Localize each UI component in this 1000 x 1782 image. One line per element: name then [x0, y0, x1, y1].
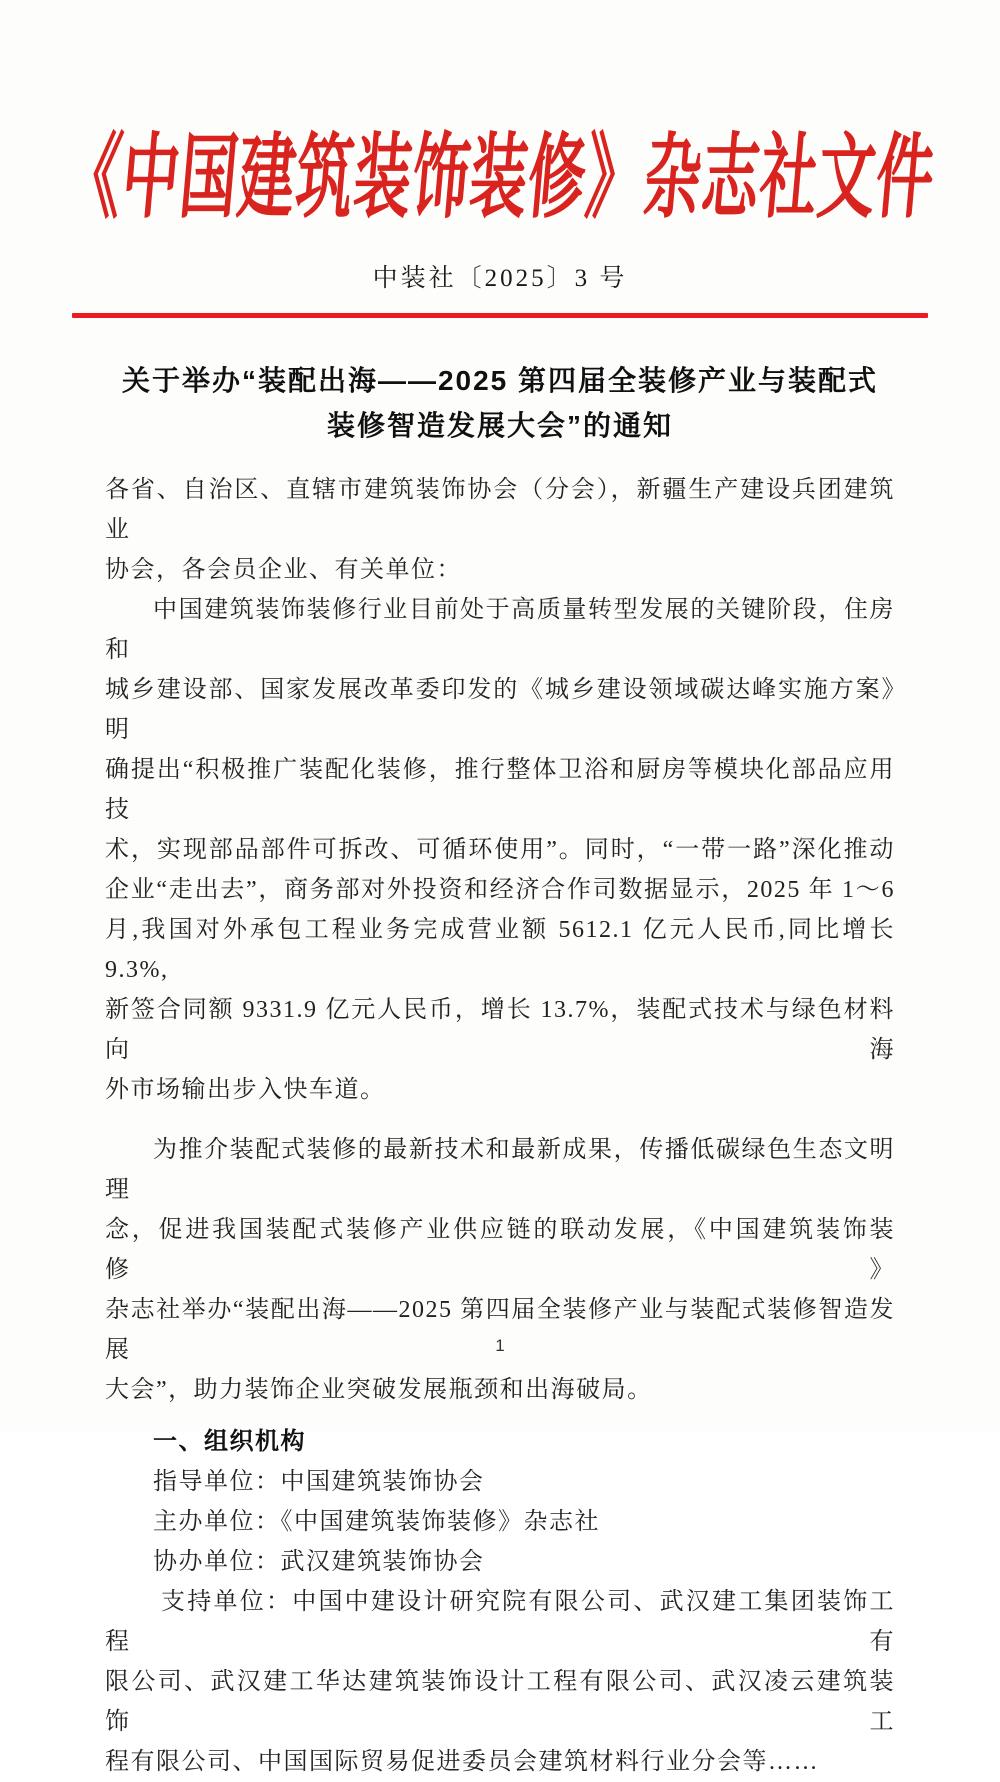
body-line: 城乡建设部、国家发展改革委印发的《城乡建设领域碳达峰实施方案》明 [105, 677, 895, 743]
body-line: 支持单位：中国中建设计研究院有限公司、武汉建工集团装饰工程有 [105, 1589, 895, 1655]
notice-title [55, 358, 945, 448]
body-line: 企业“走出去”，商务部对外投资和经济合作司数据显示，2025 年 1～6 [105, 877, 895, 903]
body-line: 中国建筑装饰装修行业目前处于高质量转型发展的关键阶段，住房和 [105, 597, 895, 663]
page-number: 1 [495, 1336, 505, 1355]
list-item-guiding-unit: 指导单位：中国建筑装饰协会 [153, 1469, 485, 1495]
body-line: 念，促进我国装配式装修产业供应链的联动发展，《中国建筑装饰装修》 [105, 1217, 895, 1283]
red-divider-line [72, 313, 928, 318]
body-line: 程有限公司、中国国际贸易促进委员会建筑材料行业分会等…… [105, 1749, 819, 1775]
body-line: 月,我国对外承包工程业务完成营业额 5612.1 亿元人民币,同比增长 9.3%, [105, 917, 895, 983]
body-line: 确提出“积极推广装配化装修，推行整体卫浴和厨房等模块化部品应用技 [105, 757, 895, 823]
notice-title-line-2: 装修智造发展大会”的通知 [326, 410, 673, 441]
body-line: 新签合同额 9331.9 亿元人民币，增长 13.7%，装配式技术与绿色材料向海 [105, 997, 895, 1063]
body-line: 杂志社举办“装配出海——2025 第四届全装修产业与装配式装修智造发展 [105, 1297, 895, 1363]
organization-title: 《中国建筑装饰装修》杂志社文件 [59, 127, 939, 230]
body-line: 为推介装配式装修的最新技术和最新成果，传播低碳绿色生态文明理 [105, 1137, 895, 1203]
list-item-host-unit: 主办单位：《中国建筑装饰装修》杂志社 [153, 1509, 600, 1535]
body-line: 各省、自治区、直辖市建筑装饰协会（分会），新疆生产建设兵团建筑业 [105, 477, 895, 543]
body-line: 术，实现部品部件可拆改、可循环使用”。同时，“一带一路”深化推动 [105, 837, 895, 863]
red-masthead [0, 104, 1000, 236]
body-line: 协会，各会员企业、有关单位： [105, 557, 462, 583]
list-item-co-organizer: 协办单位：武汉建筑装饰协会 [153, 1549, 485, 1575]
section-heading-organization: 一、组织机构 [153, 1428, 306, 1455]
document-number: 中装社〔2025〕3 号 [372, 265, 628, 292]
body-line: 大会”，助力装饰企业突破发展瓶颈和出海破局。 [105, 1377, 653, 1403]
body-line: 限公司、武汉建工华达建筑装饰设计工程有限公司、武汉凌云建筑装饰工 [105, 1669, 895, 1735]
notice-title-line-1: 关于举办“装配出海——2025 第四届全装修产业与装配式 [121, 365, 879, 396]
document-body [105, 470, 895, 1782]
body-line: 外市场输出步入快车道。 [105, 1077, 386, 1103]
